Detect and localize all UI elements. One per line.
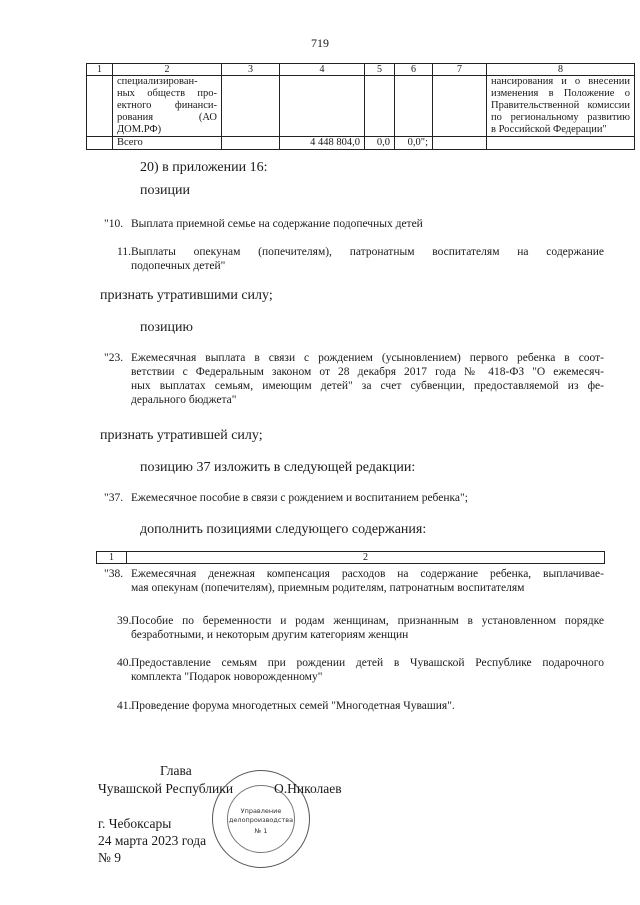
page-number: 719 [311, 36, 329, 50]
list-item-37 [104, 491, 604, 505]
list-item [104, 656, 604, 684]
table-cell: 0,0 [365, 137, 395, 150]
seal-text: делопроизводства [228, 816, 294, 824]
label-position: позицию [140, 320, 193, 335]
table-cell [222, 137, 280, 150]
item-number: 40. [117, 657, 132, 669]
table-cell [433, 76, 487, 137]
table-row [87, 76, 635, 137]
table-cell [87, 76, 113, 137]
item-number: 41. [117, 700, 132, 712]
void-statement: признать утратившими силу; [100, 288, 273, 303]
table-total-row [87, 137, 635, 150]
item-line: ных выплатах семьям, имеющим детей" за счет субвенции, предоставляемой из фе- [131, 380, 604, 392]
item-line: безработными, и некоторым другим категориям женщин [131, 629, 409, 641]
table-header-cell: 8 [487, 64, 635, 76]
seal-text: Управление [240, 807, 282, 815]
cell-line: Правительственной комиссии [491, 100, 630, 111]
seal-text: № 1 [254, 827, 268, 835]
table-header-cell: 2 [127, 552, 605, 564]
table-header-cell: 6 [395, 64, 433, 76]
signature-name: О.Николаев [274, 781, 342, 796]
item-line: Ежемесячная денежная компенсация расходов на содержание ребенка, выплачивае- [131, 568, 604, 580]
cell-line: изменения в Положение о [491, 88, 630, 99]
list-item [104, 699, 604, 713]
total-label: Всего [113, 137, 222, 150]
budget-table [86, 63, 635, 150]
list-item [104, 567, 604, 595]
table-cell-name [113, 76, 222, 137]
document-number: № 9 [98, 850, 122, 865]
cell-line: рования (АО [117, 112, 217, 123]
table-cell [222, 76, 280, 137]
table-header-cell: 2 [113, 64, 222, 76]
table-cell [487, 137, 635, 150]
signing-city: г. Чебоксары [98, 816, 172, 831]
item-line: Пособие по беременности и родам женщинам, признанным в установленном порядке [131, 615, 604, 627]
section-heading: 20) в приложении 16: [140, 160, 268, 175]
table-header-cell: 4 [280, 64, 365, 76]
cell-line: специализирован- [117, 76, 198, 87]
list-item-23 [104, 351, 604, 407]
item-text: Ежемесячное пособие в связи с рождением и воспитанием ребенка"; [131, 492, 468, 504]
item-number: "37. [104, 492, 124, 504]
item-line: мая опекунам (попечителям), приемным родителям, патронатным воспитателям [131, 582, 525, 594]
total-amount: 4 448 804,0 [280, 137, 365, 150]
label-positions: позиции [140, 183, 190, 198]
item-number: 39. [117, 615, 132, 627]
cell-line: ных обществ про- [117, 88, 217, 99]
item-line: Выплаты опекунам (попечителям), патронатным воспитателям на содержание [131, 246, 604, 258]
table-cell: 0,0"; [395, 137, 433, 150]
cell-line: по региональному развитию [491, 112, 630, 123]
table-header-cell: 1 [87, 64, 113, 76]
cell-line: ДОМ.РФ) [117, 124, 162, 135]
item-line: ветствии с Федеральным законом от 28 декабря 2017 года № 418-ФЗ "О ежемесяч- [131, 366, 604, 378]
table-header-cell: 5 [365, 64, 395, 76]
item-number: "38. [104, 568, 124, 580]
item-line: Предоставление семьям при рождении детей в Чувашской Республике подарочного [131, 657, 604, 669]
signature-region: Чувашской Республики [98, 781, 234, 796]
list-item [104, 245, 604, 273]
position-37-heading: позицию 37 изложить в следующей редакции: [140, 460, 416, 475]
table-cell-notes [487, 76, 635, 137]
signing-date: 24 марта 2023 года [98, 833, 207, 848]
item-line: подопечных детей" [131, 260, 226, 272]
cell-line: ектного финанси- [117, 100, 217, 111]
table-cell [87, 137, 113, 150]
item-line: комплекта "Подарок новорожденному" [131, 671, 323, 683]
item-line: дерального бюджета" [131, 394, 237, 406]
table-cell [365, 76, 395, 137]
add-heading: дополнить позициями следующего содержания: [140, 522, 427, 537]
item-text: Выплата приемной семье на содержание подопечных детей [131, 218, 423, 230]
table-header-cell: 1 [97, 552, 127, 564]
list-item [104, 217, 604, 231]
table-cell [395, 76, 433, 137]
table-cell [280, 76, 365, 137]
signature-title: Глава [160, 763, 192, 778]
table-cell [433, 137, 487, 150]
cell-line: нансирования и о внесении [491, 76, 630, 87]
table-header-row [87, 64, 635, 76]
item-number: 11. [117, 246, 131, 258]
additions-table-header [96, 551, 605, 564]
list-item [104, 614, 604, 642]
item-number: "10. [104, 218, 124, 230]
table-header-cell: 7 [433, 64, 487, 76]
table-header-cell: 3 [222, 64, 280, 76]
void-statement: признать утратившей силу; [100, 428, 263, 443]
cell-line: в Российской Федерации" [491, 124, 607, 135]
item-number: "23. [104, 352, 124, 364]
item-line: Ежемесячная выплата в связи с рождением (усыновлением) первого ребенка в соот- [131, 352, 604, 364]
item-text: Проведение форума многодетных семей "Многодетная Чувашия". [131, 700, 455, 712]
